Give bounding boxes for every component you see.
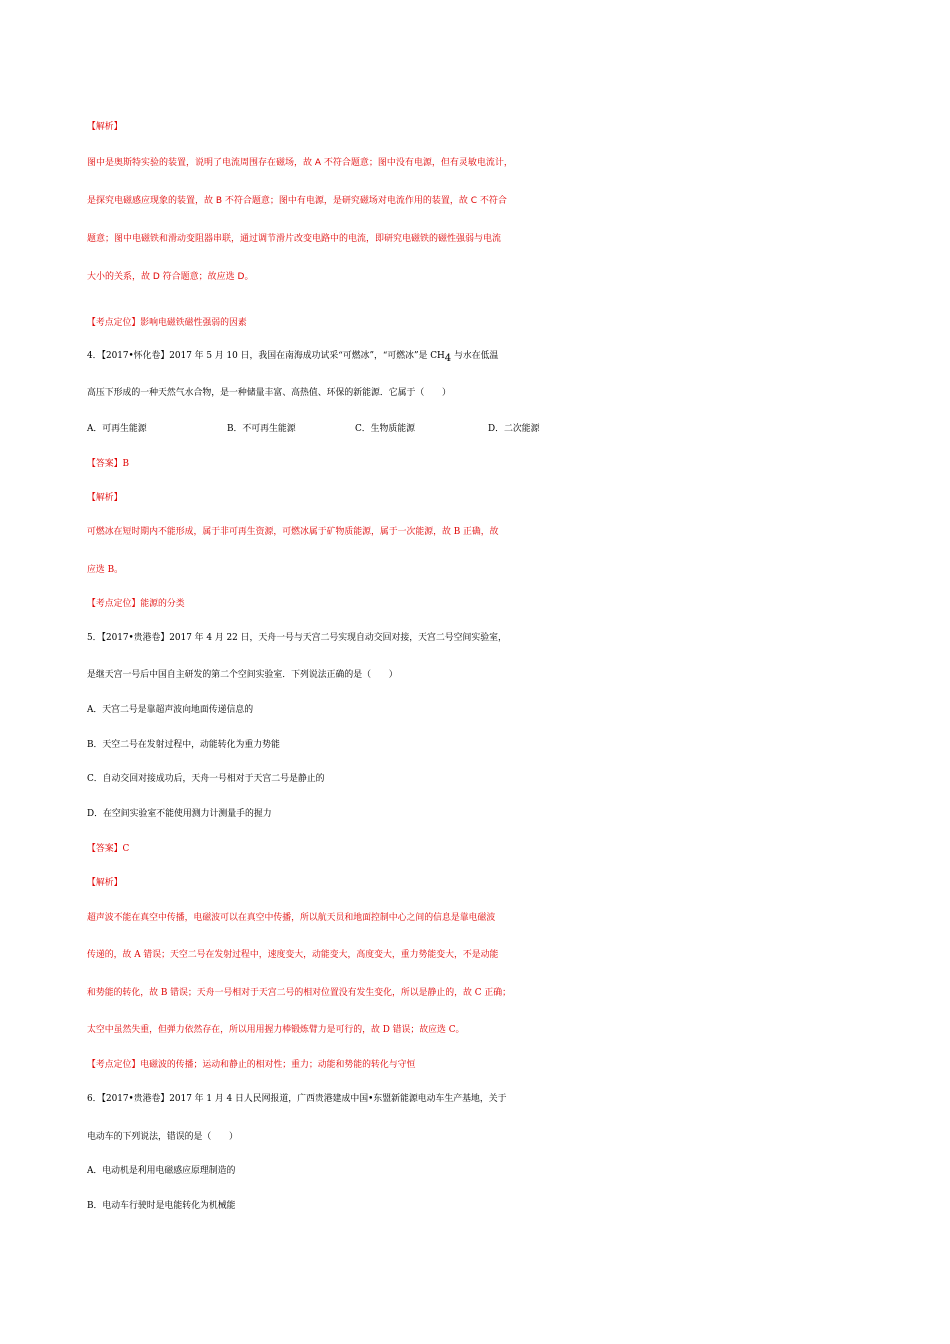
q3-analysis-line-4: 大小的关系，故 D 符合题意；故应选 D。	[87, 272, 254, 282]
q5-stem-line-1: 5．【2017•贵港卷】2017 年 4 月 22 日，天舟一号与天宫二号实现自动交回对接，天宫二号空间实验室，	[87, 633, 507, 643]
q5-analysis-line-2: 传递的，故 A 错误；天空二号在发射过程中，速度变大，动能变大，高度变大，重力势能变大，不是动能	[87, 950, 499, 960]
q4-option-a: A．可再生能源	[87, 424, 147, 434]
q4-stem-line-1	[87, 344, 877, 368]
q3-analysis-line-2: 是探究电磁感应现象的装置，故 B 不符合题意；图中有电源，是研究磁场对电流作用的装置，故 C 不符合	[87, 196, 507, 206]
q4-answer	[87, 452, 877, 476]
q5-answer	[87, 837, 877, 861]
q6-stem-line-2: 电动车的下列说法，错误的是（ ）	[87, 1132, 238, 1142]
q3-kaodian	[87, 311, 877, 335]
q4-kaodian-text: 能源的分类	[140, 599, 185, 609]
q4-analysis-line-1: 可燃冰在短时期内不能形成，属于非可再生资源，可燃冰属于矿物质能源，属于一次能源，故 B 正确，故	[87, 527, 499, 537]
q5-answer-label: 【答案】	[87, 844, 123, 854]
q4-option-b: B．不可再生能源	[227, 424, 296, 434]
q4-option-d: D．二次能源	[488, 424, 540, 434]
q5-option-b: B．天空二号在发射过程中，动能转化为重力势能	[87, 740, 280, 750]
q4-answer-value: B	[122, 459, 130, 469]
q4-stem-line-2: 高压下形成的一种天然气水合物，是一种储量丰富、高热值、环保的新能源．它属于（ ）	[87, 388, 451, 398]
q5-analysis-line-1: 超声波不能在真空中传播，电磁波可以在真空中传播，所以航天员和地面控制中心之间的信息是靠电磁波	[87, 913, 496, 923]
q4-analysis-title: 【解析】	[87, 493, 123, 503]
q5-analysis-line-3: 和势能的转化，故 B 错误；天舟一号相对于天宫二号的相对位置没有发生变化，所以是静止的，故 C 正确；	[87, 988, 511, 998]
q5-stem-line-2: 是继天宫一号后中国自主研发的第二个空间实验室．下列说法正确的是（ ）	[87, 670, 398, 680]
q5-option-c: C．自动交回对接成功后，天舟一号相对于天宫二号是静止的	[87, 774, 325, 784]
q5-analysis-title: 【解析】	[87, 878, 123, 888]
q4-kaodian	[87, 592, 877, 616]
q4-options	[87, 417, 877, 441]
q4-answer-label: 【答案】	[87, 459, 123, 469]
q5-option-a: A．天宫二号是靠超声波向地面传递信息的	[87, 705, 254, 715]
q5-kaodian	[87, 1053, 877, 1077]
q6-option-a: A．电动机是利用电磁感应原理制造的	[87, 1166, 236, 1176]
q4-stem-part-a: 4．【2017•怀化卷】2017 年 5 月 10 日，我国在南海成功试采“可燃冰”，“可燃冰”是 CH	[87, 351, 445, 361]
q4-stem-subscript: 4	[444, 353, 452, 364]
q5-kaodian-text: 电磁波的传播；运动和静止的相对性；重力；动能和势能的转化与守恒	[140, 1060, 416, 1070]
q3-analysis-line-1: 图中是奥斯特实验的装置，说明了电流周围存在磁场，故 A 不符合题意；图中没有电源，但有灵敏电流计，	[87, 158, 513, 168]
q4-analysis-line-2: 应选 B。	[87, 565, 123, 575]
q3-analysis-title: 【解析】	[87, 122, 123, 132]
q5-option-d: D．在空间实验室不能使用测力计测量手的握力	[87, 809, 272, 819]
q3-analysis	[87, 110, 877, 296]
q4-kaodian-label: 【考点定位】	[87, 599, 141, 609]
q3-analysis-line-3: 题意；图中电磁铁和滑动变阻器串联，通过调节滑片改变电路中的电流，即研究电磁铁的磁性强弱与电流	[87, 234, 502, 244]
q3-kaodian-label: 【考点定位】	[87, 318, 141, 328]
q5-kaodian-label: 【考点定位】	[87, 1060, 141, 1070]
q3-kaodian-text: 影响电磁铁磁性强弱的因素	[140, 318, 247, 328]
q5-answer-value: C	[122, 844, 130, 854]
q4-option-c: C．生物质能源	[355, 424, 416, 434]
q4-stem-part-b: 与水在低温	[451, 351, 499, 361]
q6-stem-line-1: 6．【2017•贵港卷】2017 年 1 月 4 日人民网报道，广西贵港建成中国•东盟新能源电动车生产基地，关于	[87, 1094, 507, 1104]
q6-option-b: B．电动车行驶时是电能转化为机械能	[87, 1201, 236, 1211]
q5-analysis-line-4: 太空中虽然失重，但弹力依然存在，所以用用握力棒锻炼臂力是可行的，故 D 错误；故应选 C。	[87, 1025, 465, 1035]
